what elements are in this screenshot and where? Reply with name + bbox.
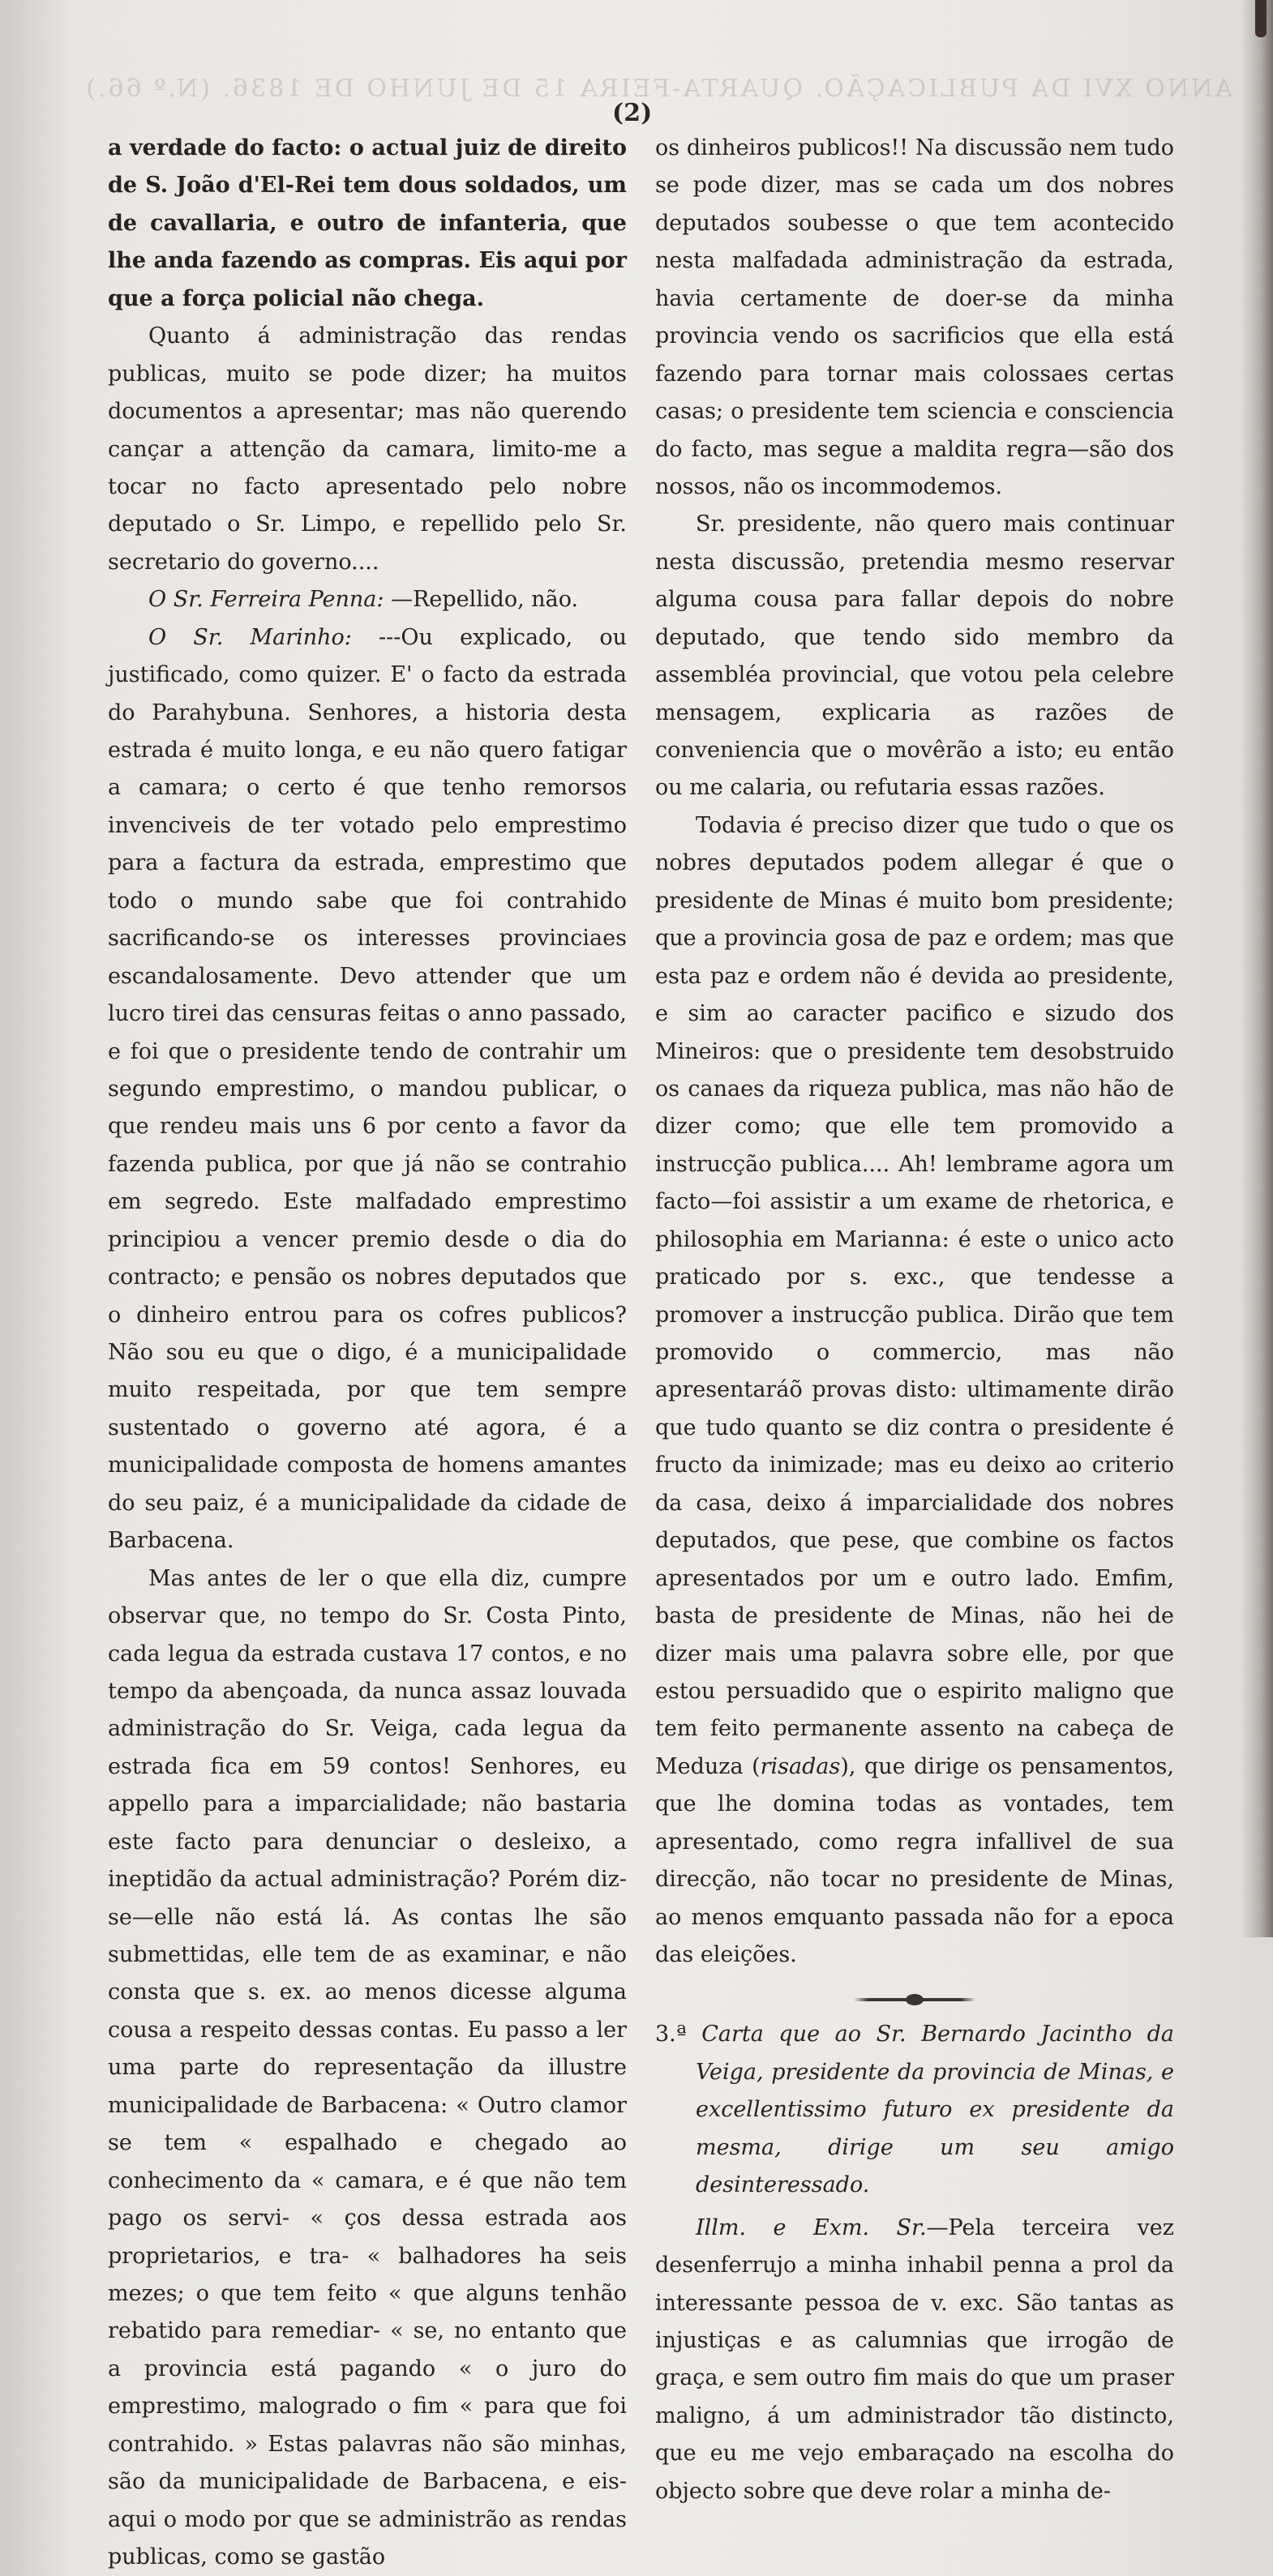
- paragraph: [655, 807, 1174, 1975]
- left-column: [108, 130, 627, 2576]
- speech-turn: [108, 581, 627, 618]
- right-column: [655, 130, 1174, 2510]
- letter-heading: [655, 2016, 1174, 2204]
- paragraph: Quanto á administração das rendas publicas, muito se pode dizer; ha muitos documentos a apresentar; mas não querendo cançar a attenção da camara, limito-me a tocar no facto apresentado pelo nobre deputado o Sr. Limpo, e repellido pelo Sr. secretario do governo....: [108, 323, 627, 575]
- paragraph: a verdade do facto: o actual juiz de direito de S. João d'El-Rei tem dous soldados, um de cavallaria, e outro de infanteria, que lhe anda fazendo as compras. Eis aqui por que a força policial não chega.: [108, 135, 627, 311]
- speaker-name: O Sr. Marinho:: [148, 624, 352, 650]
- speaker-name: O Sr. Ferreira Penna:: [148, 587, 384, 613]
- paragraph: [108, 1560, 627, 2576]
- bleed-through-header: ANNO XVI DA PUBLICAÇÃO. QUARTA-FEIRA 15 DE JUNHO DE 1836. (N.º 66.): [84, 75, 1232, 103]
- letter-text: —Pela terceira vez desenferrujo a minha inhabil penna a prol da interessante pessoa de v. exc. São tantas as injustiças e as calumnias que irrogão de graça, e sem outro fim mais do que um praser maligno, á um administrador tão distincto, que eu me vejo embaraçado na escolha do objecto sobre que deve rolar a minha de-: [655, 2214, 1174, 2504]
- binding-mark: [1255, 0, 1267, 37]
- speech-text: —Repellido, não.: [391, 587, 579, 613]
- letter-number: 3.ª: [655, 2022, 687, 2048]
- page-number: (2): [612, 99, 653, 127]
- paragraph: os dinheiros publicos!! Na discussão nem tudo se pode dizer, mas se cada um dos nobres deputados soubesse o que tem acontecido nesta malfadada administração da estrada, havia certamente de doer-se da minha provincia vendo os sacrificios que ella está fazendo para tornar mais colossaes certas casas; o presidente tem sciencia e consciencia do facto, mas segue a maldita regra—são dos nossos, não os incommodemos.: [655, 135, 1174, 499]
- paragraph: Sr. presidente, não quero mais continuar nesta discussão, pretendia mesmo reservar alguma cousa para fallar depois do nobre deputado, que tendo sido membro da assembléa provincial, que votou pela celebre mensagem, explicaria as razões de conveniencia que o movêrão a isto; eu então ou me calaria, ou refutaria essas razões.: [655, 511, 1174, 801]
- letter-body: [655, 2210, 1174, 2511]
- section-divider: [854, 1998, 975, 2001]
- page-spine-shadow: [1241, 0, 1273, 1937]
- salutation: Illm. e Exm. Sr.: [696, 2214, 927, 2240]
- paragraph-text: Todavia é preciso dizer que tudo o que os nobres deputados podem allegar é que o presidente de Minas é muito bom presidente; que a provincia gosa de paz e ordem; mas que esta paz e ordem não é devida ao presidente, e sim ao caracter pacifico e sizudo dos Mineiros: que o presidente tem desobstruido os canaes da riqueza publica, mas não hão de dizer como; que elle tem promovido a instrucção publica.... Ah! lembrame agora um facto—foi assistir a um exame de rhetorica, e philosophia em Marianna: é este o unico acto praticado por s. exc., que tendesse a promover a instrucção publica. Dirão que tem promovido o commercio, mas não apresentaráõ provas disto: ultimamente dirão que tudo quanto se diz contra o presidente é fructo da inimizade; mas eu deixo ao criterio da casa, deixo á imparcialidade dos nobres deputados, que pese, que combine os factos apresentados por um e outro lado. Emfim, basta de presidente de Minas, não hei de dizer mais uma palavra sobre elle, por que estou persuadido que o espirito maligno que tem feito permanente assento na cabeça de Meduza (: [655, 812, 1174, 1779]
- letter-title: Carta que ao Sr. Bernardo Jacintho da Veiga, presidente da provincia de Minas, e excellentissimo futuro ex presidente da mesma, dirige um seu amigo desinteressado.: [696, 2022, 1174, 2198]
- paragraph-text: ), que dirige os pensamentos, que lhe domina todas as vontades, tem apresentado, como regra infallivel de sua direcção, não tocar no presidente de Minas, ao menos emquanto passada não for a epoca das eleições.: [655, 1753, 1174, 1967]
- speech-turn: [108, 619, 627, 1560]
- paragraph-tail: Estas palavras não são minhas, são da municipalidade de Barbacena, e eis-aqui o modo por que se administrão as rendas publicas, como se gastão: [108, 2431, 627, 2570]
- quoted-representation: « Outro clamor se tem « espalhado e chegado ao conhecimento da « camara, e é que não tem pago os servi- « ços dessa estrada aos proprietarios, e tra- « balhadores ha seis mezes; o que tem feito « que alguns tenhão rebatido para remediar- « se, no entanto que a provincia está pagando « o juro do emprestimo, malogrado o fim « para que foi contrahido. »: [108, 2092, 627, 2457]
- stage-direction: risadas: [760, 1753, 841, 1779]
- speech-text: ---Ou explicado, ou justificado, como quizer. E' o facto da estrada do Parahybuna. Senhores, a historia desta estrada é muito longa, e eu não quero fatigar a camara; o certo é que tenho remorsos invenciveis de ter votado pelo emprestimo para a factura da estrada, emprestimo que todo o mundo sabe que foi contrahido sacrificando-se os interesses provinciaes escandalosamente. Devo attender que um lucro tirei das censuras feitas o anno passado, e foi que o presidente tendo de contrahir um segundo emprestimo, o mandou publicar, o que rendeu mais uns 6 por cento a favor da fazenda publica, por que já não se contrahio em segredo. Este malfadado emprestimo principiou a vencer premio desde o dia do contracto; e pensão os nobres deputados que o dinheiro entrou para os cofres publicos? Não sou eu que o digo, é a municipalidade muito respeitada, por que tem sempre sustentado o governo até agora, é a municipalidade composta de homens amantes do seu paiz, é a municipalidade da cidade de Barbacena.: [108, 624, 627, 1554]
- paragraph-text: Mas antes de ler o que ella diz, cumpre observar que, no tempo do Sr. Costa Pinto, cada legua da estrada custava 17 contos, e no tempo da abençoada, da nunca assaz louvada administração do Sr. Veiga, cada legua da estrada fica em 59 contos! Senhores, eu appello para a imparcialidade; não bastaria este facto para denunciar o desleixo, a ineptidão da actual administração? Porém diz-se—elle não está lá. As contas lhe são submettidas, elle tem de as examinar, e não consta que s. ex. ao menos dicesse alguma cousa a respeito dessas contas. Eu passo a ler uma parte do representação da illustre municipalidade de Barbacena:: [108, 1565, 627, 2118]
